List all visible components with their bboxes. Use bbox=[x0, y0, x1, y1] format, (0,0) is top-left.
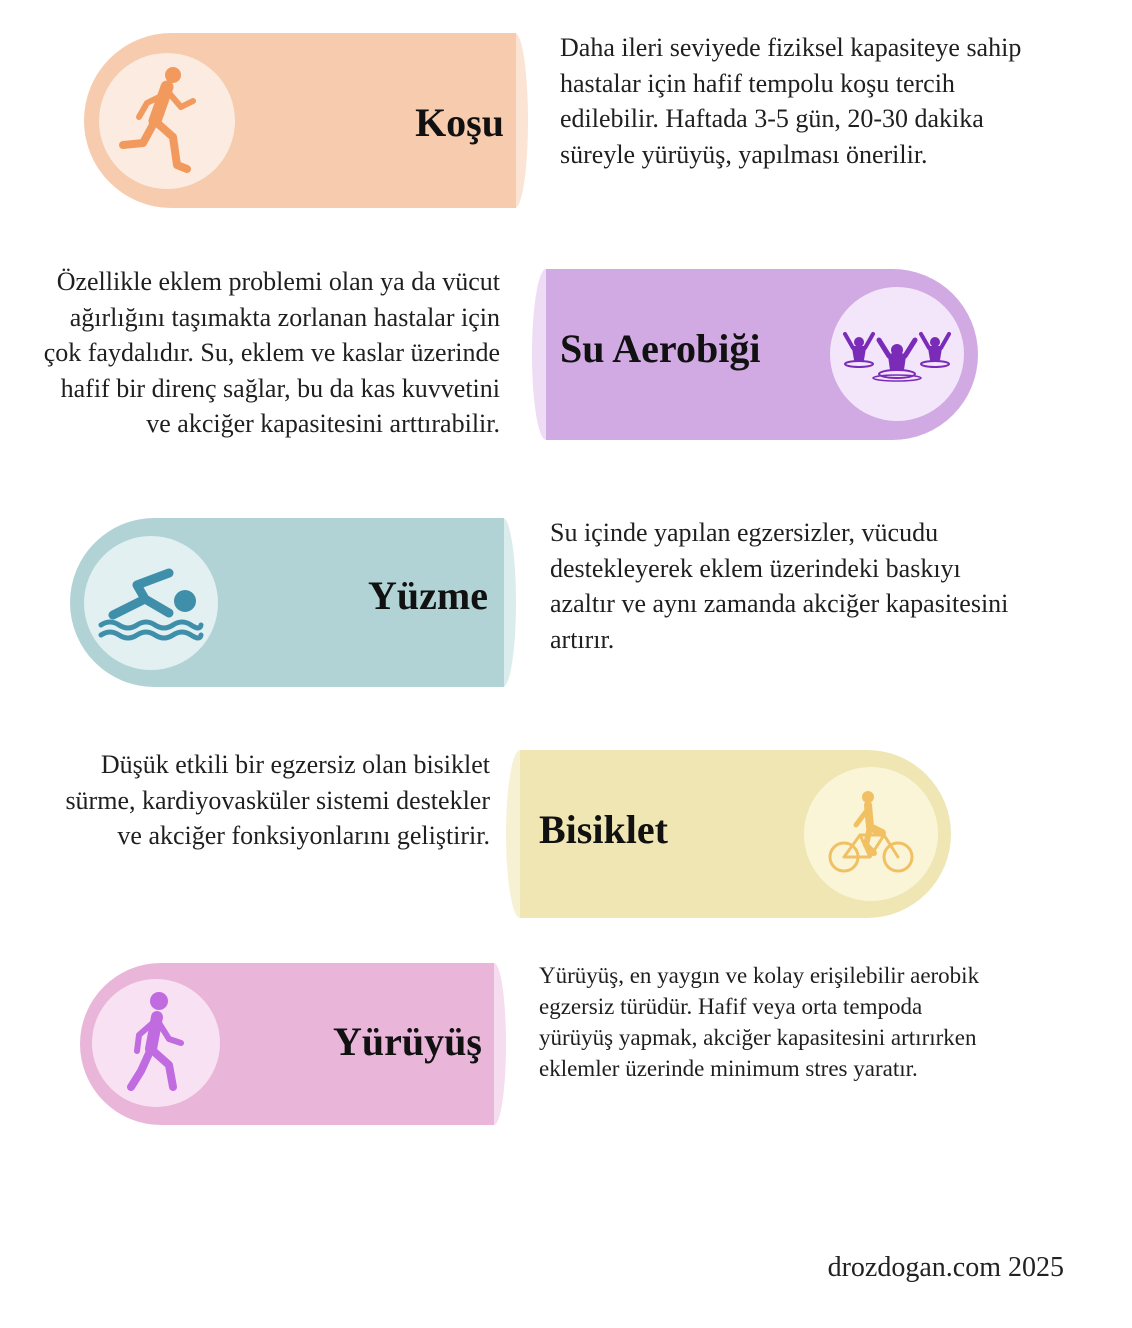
card-title: Yürüyüş bbox=[333, 1019, 482, 1064]
icon-circle bbox=[84, 536, 218, 670]
card-description-bisiklet: Düşük etkili bir egzersiz olan bisiklet sürme, kardiyovasküler sistemi destekler ve akciğer fonksiyonlarını geliştirir. bbox=[65, 750, 490, 850]
card-description-su-aerobigi: Özellikle eklem problemi olan ya da vücut ağırlığını taşımakta zorlanan hastalar için çok faydalıdır. Su, eklem ve kaslar üzerinde hafif bir direnç sağlar, bu da kas kuvvetini ve akciğer kapasitesini arttırabilir. bbox=[43, 267, 500, 438]
card-title: Yüzme bbox=[368, 573, 488, 618]
water-aerobics-icon bbox=[837, 326, 957, 382]
card-title: Koşu bbox=[415, 100, 504, 145]
icon-circle bbox=[804, 767, 938, 901]
icon-circle bbox=[92, 979, 220, 1107]
card-su-aerobigi bbox=[532, 269, 978, 440]
card-title: Bisiklet bbox=[539, 807, 668, 852]
card-yuzme bbox=[70, 518, 518, 687]
icon-circle bbox=[99, 53, 235, 189]
card-description-kosu: Daha ileri seviyede fiziksel kapasiteye sahip hastalar için hafif tempolu koşu tercih edilebilir. Haftada 3-5 gün, 20-30 dakika süreyle yürüyüş, yapılması önerilir. bbox=[560, 33, 1022, 169]
card-kosu bbox=[84, 33, 530, 208]
swimmer-icon bbox=[97, 565, 205, 641]
icon-circle bbox=[830, 287, 964, 421]
walker-icon bbox=[121, 991, 191, 1095]
runner-icon bbox=[117, 65, 217, 177]
card-title: Su Aerobiği bbox=[560, 326, 761, 371]
card-yuruyus bbox=[80, 963, 508, 1125]
footer-credit: drozdogan.com 2025 bbox=[827, 1252, 1064, 1283]
cyclist-icon bbox=[826, 789, 916, 879]
card-description-yuruyus: Yürüyüş, en yaygın ve kolay erişilebilir aerobik egzersiz türüdür. Hafif veya orta tempoda yürüyüş yapmak, akciğer kapasitesini artırırken eklemler üzerinde minimum stres yaratır. bbox=[539, 963, 980, 1081]
card-bisiklet bbox=[506, 750, 951, 918]
card-description-yuzme: Su içinde yapılan egzersizler, vücudu destekleyerek eklem üzerindeki baskıyı azaltır ve aynı zamanda akciğer kapasitesini artırır. bbox=[550, 518, 1009, 654]
